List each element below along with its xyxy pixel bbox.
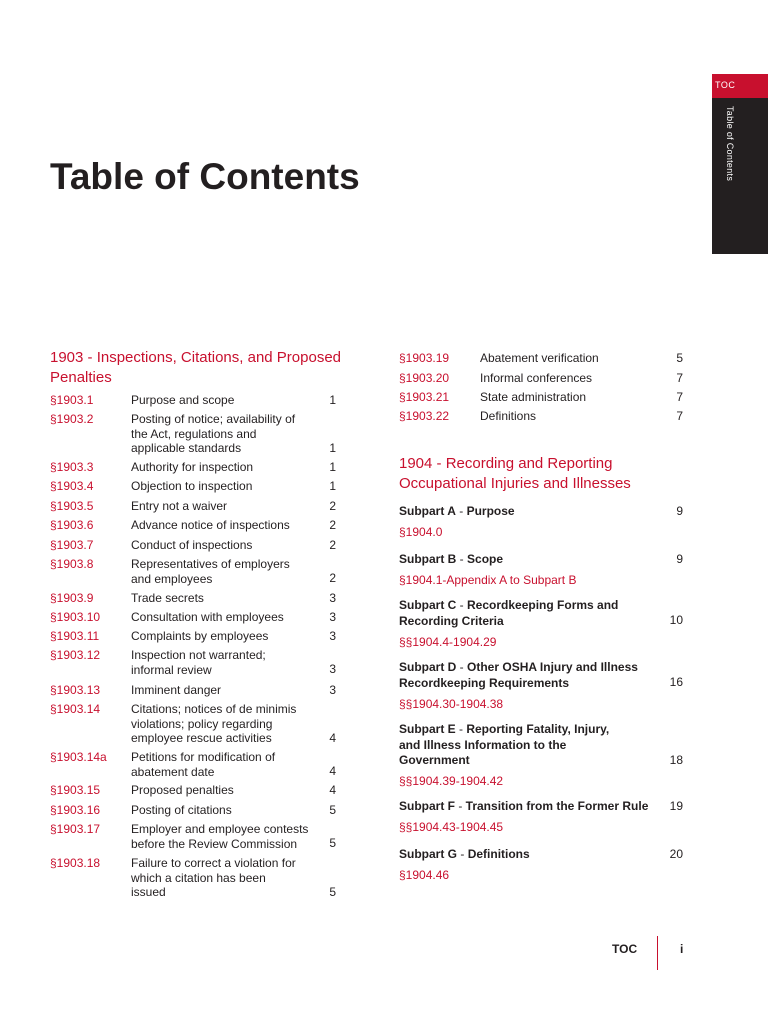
page-number: 7 <box>676 409 683 424</box>
subpart-name: Reporting Fatality, Injury, and Illness Information to the Government <box>399 722 610 768</box>
page-number: 3 <box>329 610 336 625</box>
subpart-label: Subpart F <box>399 799 455 813</box>
section-number[interactable]: §1903.8 <box>50 557 94 571</box>
toc-entry[interactable] <box>50 783 340 798</box>
subpart-reference[interactable]: §§1904.43-1904.45 <box>399 820 504 834</box>
page-number: 3 <box>329 662 336 677</box>
page-number: 7 <box>676 371 683 386</box>
subpart-e[interactable] <box>399 722 689 769</box>
section-number[interactable]: §1903.4 <box>50 479 94 493</box>
page-number: 5 <box>329 803 336 818</box>
section-title: Representatives of employers and employees <box>131 557 290 586</box>
toc-entry[interactable] <box>50 460 340 475</box>
page-number: 2 <box>329 499 336 514</box>
section-title: Complaints by employees <box>131 629 269 643</box>
section-title: Inspection not warranted; informal review <box>131 648 266 677</box>
page-number: 4 <box>329 764 336 779</box>
subpart-a[interactable] <box>399 504 689 520</box>
subpart-reference[interactable]: §1904.0 <box>399 525 443 539</box>
subpart-label: Subpart G <box>399 847 458 861</box>
page-number: 3 <box>329 629 336 644</box>
subpart-label: Subpart C <box>399 598 457 612</box>
section-number[interactable]: §1903.13 <box>50 683 101 697</box>
side-tab-label-box <box>712 74 768 98</box>
toc-entry[interactable] <box>50 538 340 553</box>
toc-entry[interactable] <box>399 351 689 366</box>
toc-entry[interactable] <box>50 702 340 746</box>
footer-page-number: i <box>680 942 684 956</box>
subpart-title: Subpart F - Transition from the Former Rule <box>399 799 649 813</box>
page-number: 2 <box>329 518 336 533</box>
page-number: 5 <box>329 836 336 851</box>
side-tab-vertical-text: Table of Contents <box>725 106 735 182</box>
toc-entry[interactable] <box>50 648 340 677</box>
toc-entry[interactable] <box>50 610 340 625</box>
section-number[interactable]: §1903.21 <box>399 390 450 404</box>
subpart-label: Subpart A <box>399 504 456 518</box>
toc-entry[interactable] <box>50 822 340 851</box>
section-heading-1903: 1903 - Inspections, Citations, and Proposed Penalties <box>50 349 342 386</box>
section-number[interactable]: §1903.16 <box>50 803 101 817</box>
page-number: 16 <box>669 675 683 690</box>
toc-entry[interactable] <box>50 557 340 586</box>
section-title: Imminent danger <box>131 683 222 697</box>
section-number[interactable]: §1903.7 <box>50 538 94 552</box>
section-title: Employer and employee contests before the Review Commission <box>131 822 309 851</box>
subpart-label: Subpart D <box>399 660 457 674</box>
page-number: 2 <box>329 538 336 553</box>
toc-entry[interactable] <box>50 499 340 514</box>
section-title: Failure to correct a violation for which a citation has been issued <box>131 856 296 900</box>
subpart-name: Other OSHA Injury and Illness Recordkeeping Requirements <box>399 660 638 690</box>
section-title: State administration <box>480 390 587 404</box>
section-number[interactable]: §1903.22 <box>399 409 450 423</box>
section-title: Posting of citations <box>131 803 232 817</box>
section-number[interactable]: §1903.20 <box>399 371 450 385</box>
subpart-name: Transition from the Former Rule <box>465 799 649 813</box>
toc-entry[interactable] <box>399 409 689 424</box>
section-title: Conduct of inspections <box>131 538 253 552</box>
subpart-reference[interactable]: §§1904.4-1904.29 <box>399 635 497 649</box>
section-title: Abatement verification <box>480 351 599 365</box>
section-number[interactable]: §1903.12 <box>50 648 101 662</box>
section-number[interactable]: §1903.2 <box>50 412 94 426</box>
subpart-f[interactable] <box>399 799 689 815</box>
subpart-reference[interactable]: §1904.46 <box>399 868 450 882</box>
section-title: Authority for inspection <box>131 460 254 474</box>
toc-entry[interactable] <box>50 591 340 606</box>
page-number: 9 <box>676 504 683 519</box>
subpart-reference[interactable]: §§1904.39-1904.42 <box>399 774 504 788</box>
section-number[interactable]: §1903.9 <box>50 591 94 605</box>
page-number: 5 <box>676 351 683 366</box>
subpart-g[interactable] <box>399 847 689 863</box>
page-number: 7 <box>676 390 683 405</box>
footer-toc-label[interactable]: TOC <box>612 942 638 956</box>
side-tab[interactable] <box>712 74 768 254</box>
toc-entry[interactable] <box>50 393 340 408</box>
subpart-name: Recordkeeping Forms and Recording Criteria <box>399 598 619 628</box>
subpart-name: Definitions <box>467 847 530 861</box>
section-number[interactable]: §1903.3 <box>50 460 94 474</box>
page-number: 3 <box>329 591 336 606</box>
subpart-c[interactable] <box>399 598 689 629</box>
subpart-label: Subpart E <box>399 722 456 736</box>
section-title: Proposed penalties <box>131 783 234 797</box>
subpart-title: Subpart E - Reporting Fatality, Injury, and Illness Information to the Government <box>399 722 610 768</box>
page-number: 19 <box>669 799 683 814</box>
section-number[interactable]: §1903.19 <box>399 351 450 365</box>
page-number: 4 <box>329 783 336 798</box>
toc-entry[interactable] <box>399 371 689 386</box>
subpart-title: Subpart D - Other OSHA Injury and Illness Recordkeeping Requirements <box>399 660 638 690</box>
page-number: 2 <box>329 571 336 586</box>
toc-entry[interactable] <box>50 750 340 779</box>
section-number[interactable]: §1903.6 <box>50 518 94 532</box>
section-number[interactable]: §1903.17 <box>50 822 101 836</box>
section-title: Citations; notices of de minimis violations; policy regarding employee rescue activities <box>131 702 297 746</box>
page-number: 5 <box>329 885 336 900</box>
page-number: 9 <box>676 552 683 567</box>
subpart-name: Scope <box>467 552 504 566</box>
section-title: Objection to inspection <box>131 479 253 493</box>
toc-entry[interactable] <box>50 856 340 900</box>
section-title: Definitions <box>480 409 537 423</box>
subpart-name: Purpose <box>466 504 515 518</box>
page-number: 18 <box>669 753 683 768</box>
section-title: Consultation with employees <box>131 610 284 624</box>
footer-divider <box>657 936 658 970</box>
section-title: Advance notice of inspections <box>131 518 290 532</box>
toc-entry[interactable] <box>399 390 689 405</box>
subpart-title: Subpart G - Definitions <box>399 847 530 861</box>
page-number: 1 <box>329 441 336 456</box>
page-number: 10 <box>669 613 683 628</box>
toc-entry[interactable] <box>50 518 340 533</box>
page-number: 20 <box>669 847 683 862</box>
section-number[interactable]: §1903.1 <box>50 393 94 407</box>
section-title: Posting of notice; availability of the Act, regulations and applicable standards <box>131 412 296 456</box>
side-tab-label: TOC <box>715 80 736 90</box>
section-heading-1904: 1904 - Recording and Reporting Occupational Injuries and Illnesses <box>399 455 631 492</box>
section-number[interactable]: §1903.5 <box>50 499 94 513</box>
page-number: 1 <box>329 460 336 475</box>
subpart-b[interactable] <box>399 552 689 568</box>
page-number: 1 <box>329 479 336 494</box>
page-number: 4 <box>329 731 336 746</box>
subpart-d[interactable] <box>399 660 689 691</box>
subpart-title: Subpart A - Purpose <box>399 504 515 518</box>
section-title: Trade secrets <box>131 591 204 605</box>
subpart-reference[interactable]: §1904.1-Appendix A to Subpart B <box>399 573 577 587</box>
section-number[interactable]: §1903.14 <box>50 702 101 716</box>
toc-entry[interactable] <box>50 479 340 494</box>
section-title: Entry not a waiver <box>131 499 228 513</box>
section-number[interactable]: §1903.14a <box>50 750 107 764</box>
toc-entry[interactable] <box>50 629 340 644</box>
page-title: Table of Contents <box>50 156 360 197</box>
subpart-title: Subpart C - Recordkeeping Forms and Recording Criteria <box>399 598 619 628</box>
section-number[interactable]: §1903.10 <box>50 610 101 624</box>
subpart-title: Subpart B - Scope <box>399 552 504 566</box>
section-title: Informal conferences <box>480 371 593 385</box>
toc-entry[interactable] <box>50 683 340 698</box>
page-number: 1 <box>329 393 336 408</box>
section-number[interactable]: §1903.15 <box>50 783 101 797</box>
toc-entry[interactable] <box>50 412 340 456</box>
section-number[interactable]: §1903.18 <box>50 856 101 870</box>
subpart-label: Subpart B <box>399 552 457 566</box>
section-title: Purpose and scope <box>131 393 235 407</box>
page-number: 3 <box>329 683 336 698</box>
section-title: Petitions for modification of abatement date <box>131 750 276 779</box>
subpart-reference[interactable]: §§1904.30-1904.38 <box>399 697 504 711</box>
toc-entry[interactable] <box>50 803 340 818</box>
section-number[interactable]: §1903.11 <box>50 629 100 643</box>
